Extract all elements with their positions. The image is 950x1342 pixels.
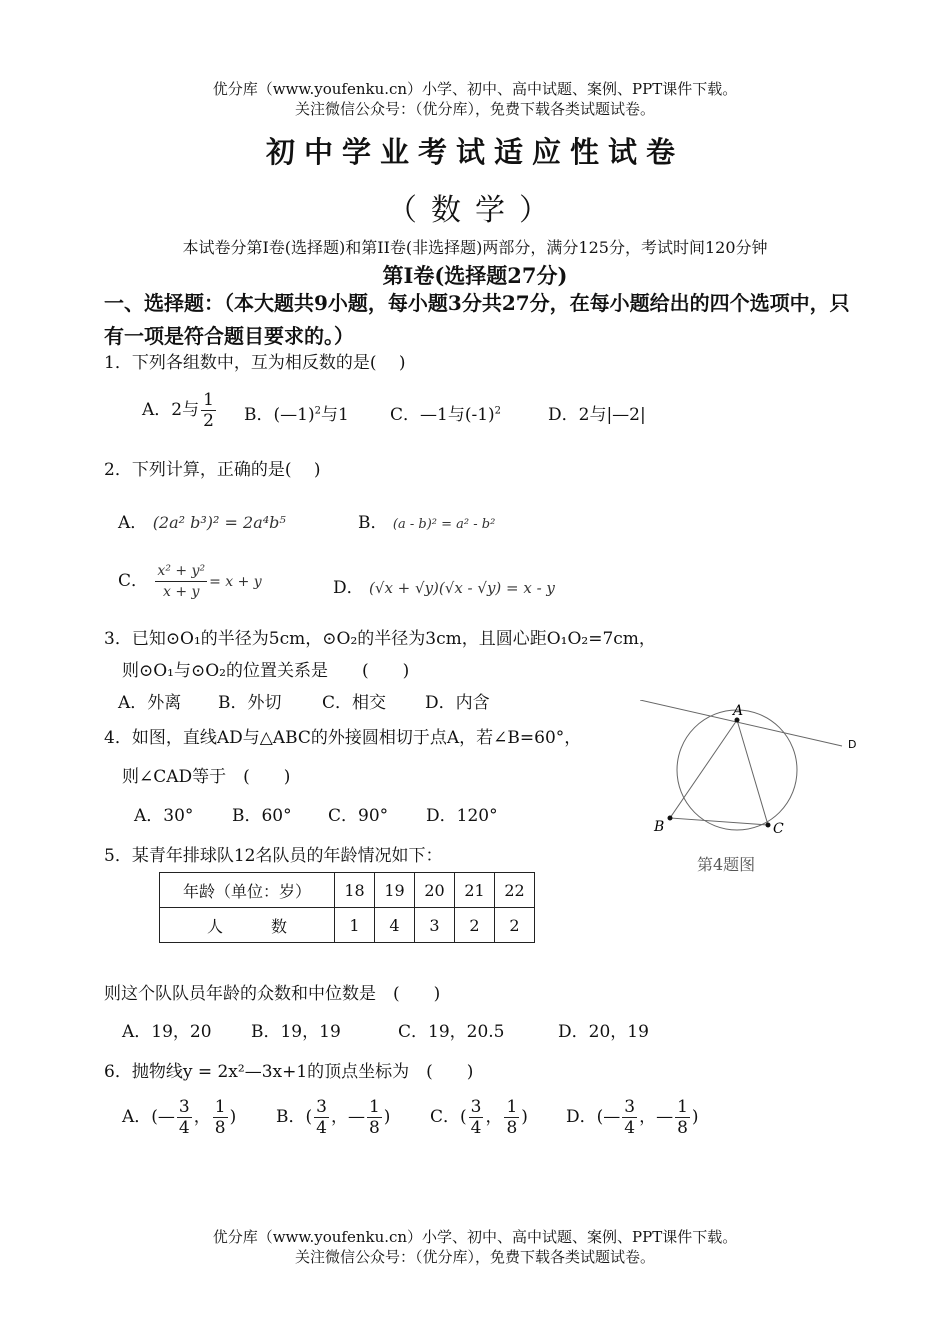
age-table — [159, 872, 535, 943]
q4-option-d: D．120° — [426, 806, 498, 826]
section1-heading: 一、选择题：（本大题共9小题，每小题3分共27分，在每小题给出的四个选项中，只有一项是符合题目要求的。） — [104, 291, 850, 348]
part1-title: 第Ⅰ卷(选择题27分) — [382, 263, 568, 288]
table-cell: 21 — [455, 873, 495, 908]
q6-option-b: B．( $\frac{3}{4}$ ，— $\frac{1}{8}$ ) — [276, 1097, 391, 1138]
q3-option-d: D．内含 — [425, 693, 490, 713]
table-row — [160, 908, 535, 943]
q1-option-b: B．(—1)$^2$与1 — [244, 405, 349, 425]
q2-option-a: A． (2a² b³)² = 2a⁴b⁵ — [118, 513, 286, 533]
q1-option-d: D．2与|—2| — [548, 405, 646, 425]
q3-option-c: C．相交 — [322, 693, 387, 713]
paper-subtitle: （数学） — [387, 193, 563, 228]
table-cell: 3 — [415, 908, 455, 943]
q4-line-1: 4．如图，直线AD与△ABC的外接圆相切于点A，若∠B=60°， — [104, 728, 582, 748]
header-line-1: 优分库（www.youfenku.cn）小学、初中、高中试题、案例、PPT课件下载。 — [212, 80, 738, 98]
q3-line-2: 则⊙O₁与⊙O₂的位置关系是 ( ) — [122, 661, 410, 681]
header-line-2: 关注微信公众号：（优分库），免费下载各类试题试卷。 — [294, 100, 655, 118]
label-a: A — [733, 703, 744, 719]
q5-option-c: C．19，20.5 — [398, 1022, 505, 1042]
q3-option-b: B．外切 — [218, 693, 282, 713]
q6-option-c: C．( $\frac{3}{4}$ ， $\frac{1}{8}$ ) — [430, 1097, 528, 1138]
q2-option-b: B． (a - b)² = a² - b² — [358, 513, 496, 533]
q2-stem: 2．下列计算，正确的是( ) — [104, 460, 321, 480]
q3-option-a: A．外离 — [118, 693, 182, 713]
table-cell: 人 数 — [160, 908, 335, 943]
q5-option-d: D．20，19 — [558, 1022, 649, 1042]
table-row — [160, 873, 535, 908]
table-cell: 20 — [415, 873, 455, 908]
table-cell: 4 — [375, 908, 415, 943]
q1-option-a: A．2与 $\frac{1}{2}$ — [142, 390, 214, 431]
label-c: C — [773, 821, 784, 837]
label-b: B — [654, 819, 665, 835]
q6-stem: 6．抛物线y = 2x²—3x+1的顶点坐标为 ( ) — [104, 1062, 474, 1082]
point-c — [766, 823, 771, 828]
q5-stem: 5．某青年排球队12名队员的年龄情况如下： — [104, 846, 443, 866]
table-cell: 2 — [495, 908, 535, 943]
q4-option-c: C．90° — [328, 806, 389, 826]
q2-option-d: D． (√x + √y)(√x - √y) = x - y — [333, 578, 555, 598]
q4-figure — [640, 700, 870, 880]
triangle-abc — [670, 720, 768, 825]
circumcircle — [677, 710, 797, 830]
q6-option-a: A．(— $\frac{3}{4}$ ， $\frac{1}{8}$ ) — [122, 1097, 237, 1138]
table-cell: 2 — [455, 908, 495, 943]
table-cell: 19 — [375, 873, 415, 908]
footer-line-1: 优分库（www.youfenku.cn）小学、初中、高中试题、案例、PPT课件下载。 — [212, 1228, 738, 1246]
q5-option-a: A．19，20 — [122, 1022, 212, 1042]
q3-line-1: 3．已知⊙O₁的半径为5cm，⊙O₂的半径为3cm，且圆心距O₁O₂=7cm， — [104, 629, 656, 649]
figure-caption: 第4题图 — [697, 855, 756, 874]
exam-intro: 本试卷分第Ⅰ卷(选择题)和第II卷(非选择题)两部分，满分125分，考试时间120分钟 — [182, 238, 768, 257]
q6-option-d: D．(— $\frac{3}{4}$ ，— $\frac{1}{8}$ ) — [566, 1097, 699, 1138]
q5-question: 则这个队队员年龄的众数和中位数是 ( ) — [104, 984, 441, 1004]
q4-option-b: B．60° — [232, 806, 292, 826]
q5-option-b: B．19，19 — [251, 1022, 341, 1042]
table-cell: 1 — [335, 908, 375, 943]
footer-line-2: 关注微信公众号：（优分库），免费下载各类试题试卷。 — [294, 1248, 655, 1266]
q4-option-a: A．30° — [134, 806, 194, 826]
paper-title: 初中学业考试适应性试卷 — [265, 135, 684, 169]
q4-line-2: 则∠CAD等于 ( ) — [122, 767, 291, 787]
q1-stem: 1．下列各组数中，互为相反数的是( ) — [104, 353, 406, 373]
q1-option-c: C．—1与$(-1)^2$ — [390, 405, 502, 425]
table-cell: 22 — [495, 873, 535, 908]
table-cell: 年龄（单位：岁） — [160, 873, 335, 908]
label-d: D — [848, 738, 857, 751]
q2-option-c: C． $\frac{\text{x² + y²}}{x + y}$ = x + y — [118, 563, 262, 600]
table-cell: 18 — [335, 873, 375, 908]
point-b — [668, 816, 673, 821]
